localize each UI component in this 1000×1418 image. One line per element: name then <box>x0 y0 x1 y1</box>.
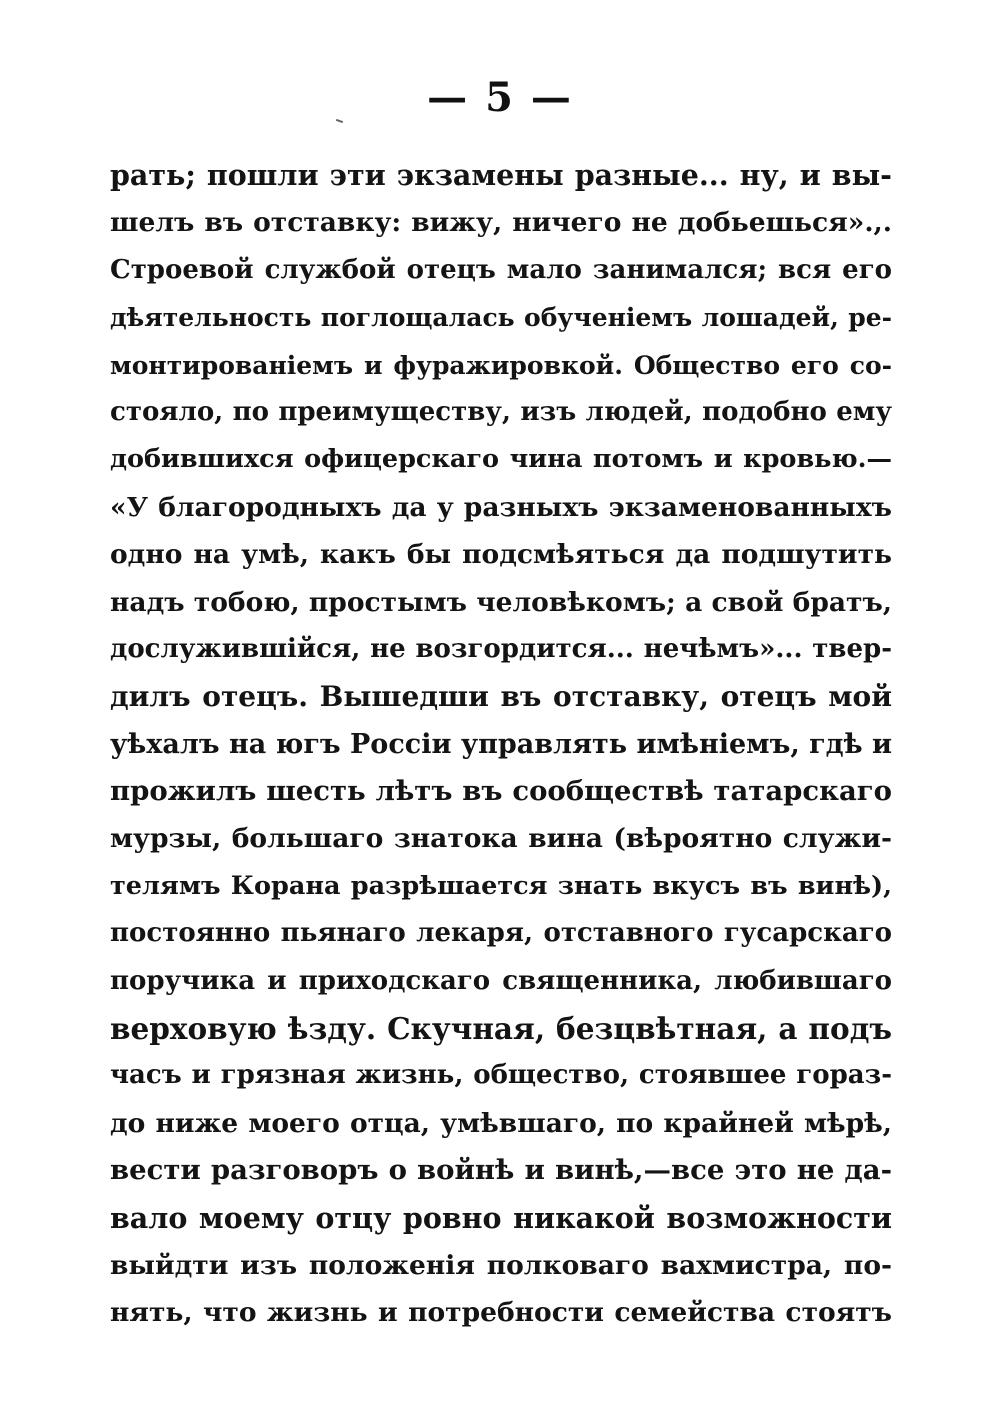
text-line: верховую ѣзду. Скучная, безцвѣтная, а подъ <box>110 1011 892 1047</box>
text-line: дѣятельность поглощалась обученіемъ лошадей, ре- <box>110 303 892 333</box>
text-line: выйдти изъ положенія полковаго вахмистра, по- <box>110 1249 892 1281</box>
text-line: прожилъ шесть лѣтъ въ сообществѣ татарскаго <box>110 775 892 808</box>
page-number: — 5 — <box>427 74 573 121</box>
text-line: поручика и приходскаго священника, любившаго <box>110 965 892 996</box>
text-line: стояло, по преимуществу, изъ людей, подобно ему <box>110 396 892 427</box>
text-line: вести разговоръ о войнѣ и винѣ,—все это не да- <box>110 1154 892 1187</box>
text-line: постоянно пьянаго лекаря, отставного гусарскаго <box>110 918 892 949</box>
body-text <box>110 152 892 1337</box>
text-line: «У благородныхъ да у разныхъ экзаменованныхъ <box>110 491 892 523</box>
text-line: дилъ отецъ. Вышедши въ отставку, отецъ мой <box>110 680 892 714</box>
text-line: Строевой службой отецъ мало занимался; вся его <box>110 254 892 285</box>
text-line: мурзы, большаго знатока вина (вѣроятно служи- <box>110 823 892 855</box>
text-line: добившихся офицерскаго чина потомъ и кровью.— <box>110 444 892 475</box>
text-line: до ниже моего отца, умѣвшаго, по крайней мѣрѣ, <box>110 1107 892 1139</box>
text-line: шелъ въ отставку: вижу, ничего не добьешься».,. <box>110 207 892 239</box>
text-line: одно на умѣ, какъ бы подсмѣяться да подшутить <box>110 539 892 571</box>
text-line: надъ тобою, простымъ человѣкомъ; а свой братъ, <box>110 586 892 618</box>
text-line: телямъ Корана разрѣшается знать вкусъ въ винѣ), <box>110 870 892 901</box>
text-line: дослужившійся, не возгордится... нечѣмъ»... твер- <box>110 633 892 664</box>
text-line: вало моему отцу ровно никакой возможности <box>110 1200 892 1235</box>
text-line: монтированіемъ и фуражировкой. Общество его со- <box>110 350 892 380</box>
text-line: нять, что жизнь и потребности семейства стоятъ <box>110 1297 892 1329</box>
text-line: рать; пошли эти экзамены разные... ну, и вы- <box>110 158 892 192</box>
text-line: уѣхалъ на югъ Россіи управлять имѣніемъ, гдѣ и <box>110 728 892 760</box>
text-line: часъ и грязная жизнь, общество, стоявшее гораз- <box>110 1060 892 1091</box>
